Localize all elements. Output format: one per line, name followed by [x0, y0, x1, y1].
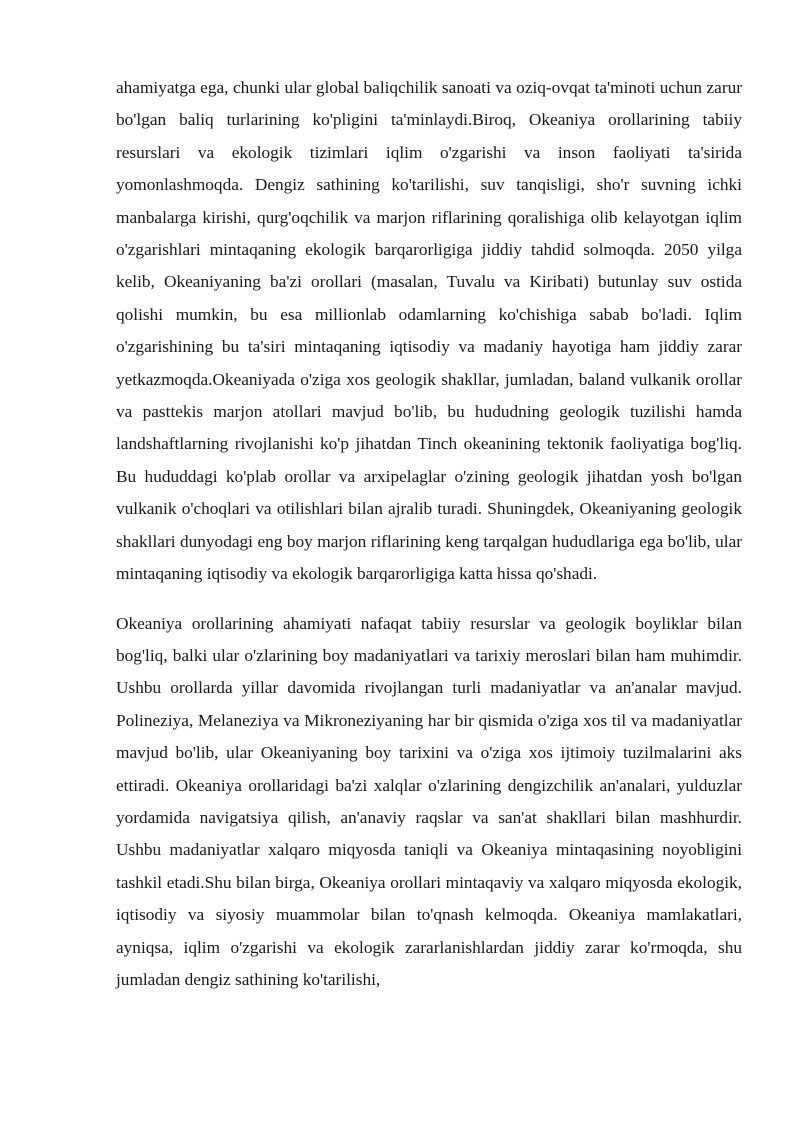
document-page	[116, 72, 742, 996]
paragraph-2: Okeaniya orollarining ahamiyati nafaqat tabiiy resurslar va geologik boyliklar bilan bog'liq, balki ular o'zlarining boy madaniyatlari va tarixiy meroslari bilan ham muhimdir. Ushbu orollarda yillar davomida rivojlangan turli madaniyatlar va an'analar mavjud. Polineziya, Melaneziya va Mikroneziyaning har bir qismida o'ziga xos til va madaniyatlar mavjud bo'lib, ular Okeaniyaning boy tarixini va o'ziga xos ijtimoiy tuzilmalarini aks ettiradi. Okeaniya orollaridagi ba'zi xalqlar o'zlarining dengizchilik an'analari, yulduzlar yordamida navigatsiya qilish, an'anaviy raqslar va san'at shakllari bilan mashhurdir. Ushbu madaniyatlar xalqaro miqyosda taniqli va Okeaniya mintaqasining noyobligini tashkil etadi.Shu bilan birga, Okeaniya orollari mintaqaviy va xalqaro miqyosda ekologik, iqtisodiy va siyosiy muammolar bilan to'qnash kelmoqda. Okeaniya mamlakatlari, ayniqsa, iqlim o'zgarishi va ekologik zararlanishlardan jiddiy zarar ko'rmoqda, shu jumladan dengiz sathining ko'tarilishi,	[116, 613, 742, 989]
paragraph-1: ahamiyatga ega, chunki ular global baliqchilik sanoati va oziq-ovqat ta'minoti uchun zarur bo'lgan baliq turlarining ko'pligini ta'minlaydi.Biroq, Okeaniya orollarining tabiiy resurslari va ekologik tizimlari iqlim o'zgarishi va inson faoliyati ta'sirida yomonlashmoqda. Dengiz sathining ko'tarilishi, suv tanqisligi, sho'r suvning ichki manbalarga kirishi, qurg'oqchilik va marjon riflarining qoralishiga olib kelayotgan iqlim o'zgarishlari mintaqaning ekologik barqarorligiga jiddiy tahdid solmoqda. 2050 yilga kelib, Okeaniyaning ba'zi orollari (masalan, Tuvalu va Kiribati) butunlay suv ostida qolishi mumkin, bu esa millionlab odamlarning ko'chishiga sabab bo'ladi. Iqlim o'zgarishining bu ta'siri mintaqaning iqtisodiy va madaniy hayotiga ham jiddiy zarar yetkazmoqda.Okeaniyada o'ziga xos geologik shakllar, jumladan, baland vulkanik orollar va pasttekis marjon atollari mavjud bo'lib, bu hududning geologik tuzilishi hamda landshaftlarning rivojlanishi ko'p jihatdan Tinch okeanining tektonik faoliyatiga bog'liq. Bu hududdagi ko'plab orollar va arxipelaglar o'zining geologik jihatdan yosh bo'lgan vulkanik o'choqlari va otilishlari bilan ajralib turadi. Shuningdek, Okeaniyaning geologik shakllari dunyodagi eng boy marjon riflarining keng tarqalgan hududlariga ega bo'lib, ular mintaqaning iqtisodiy va ekologik barqarorligiga katta hissa qo'shadi.	[116, 78, 742, 584]
